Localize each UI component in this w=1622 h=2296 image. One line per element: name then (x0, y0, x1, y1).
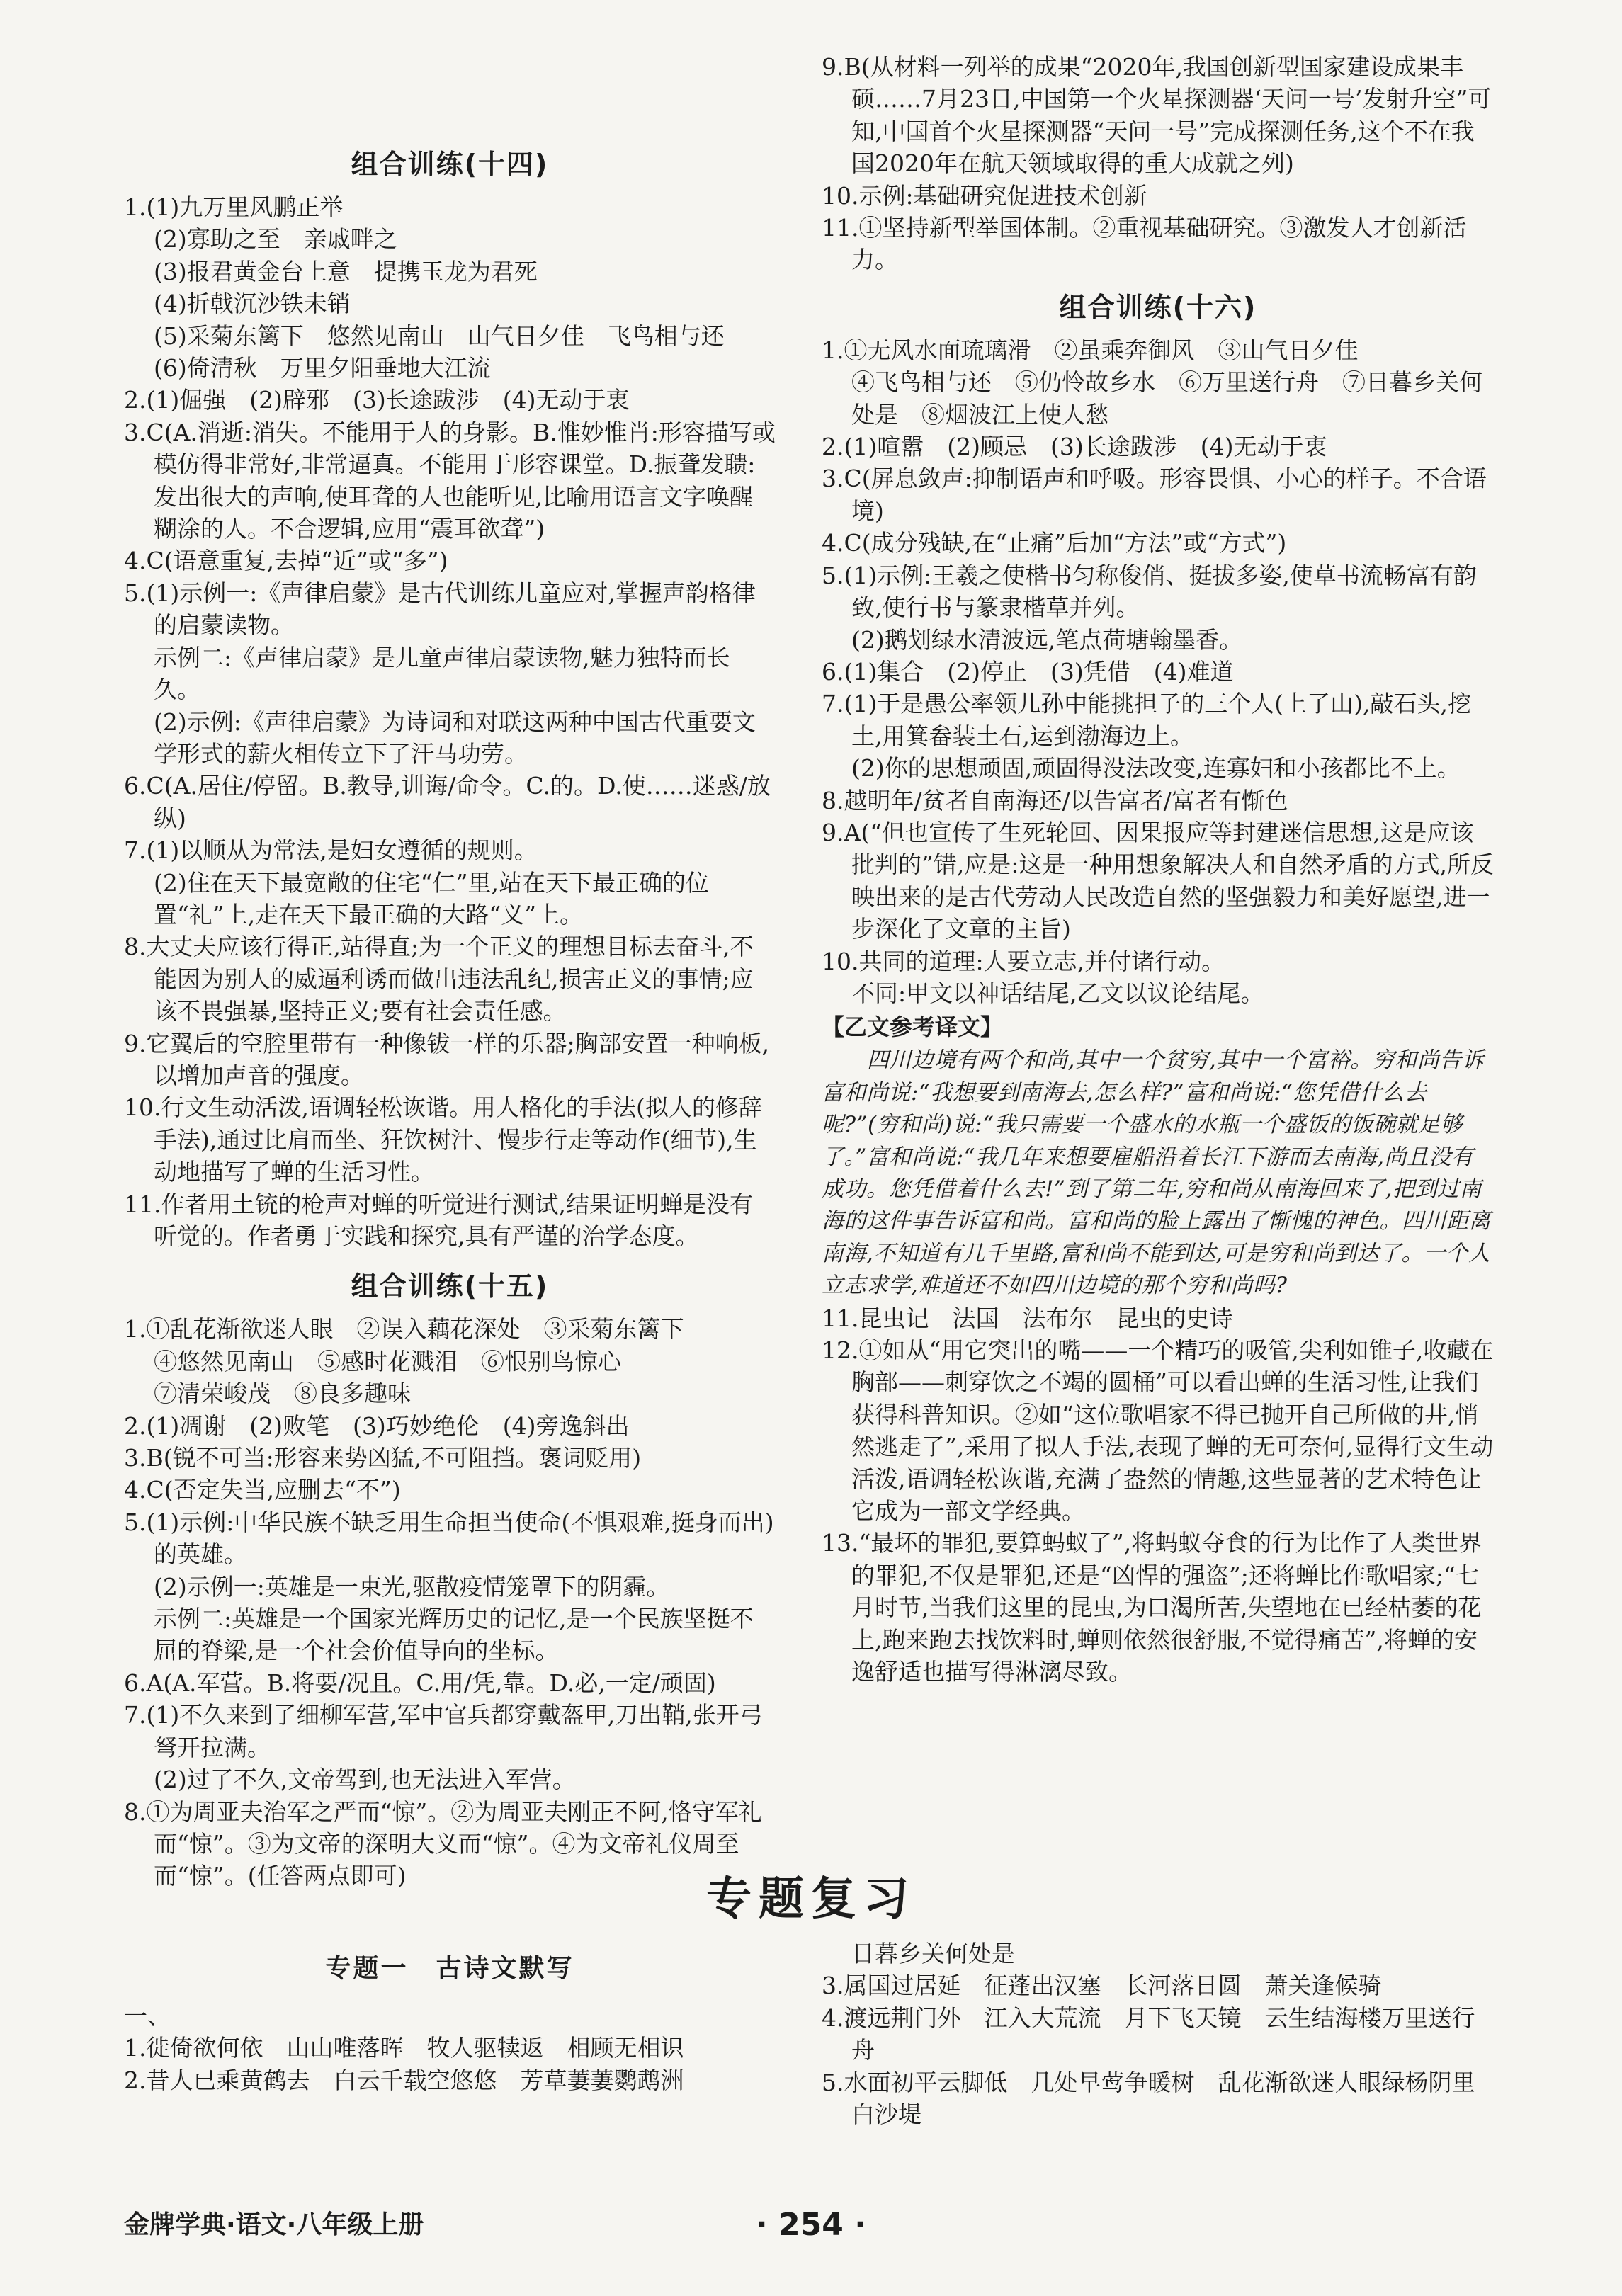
answer-item: 8.①为周亚夫治军之严而“惊”。②为周亚夫刚正不阿,恪守军礼而“惊”。③为文帝的深明大义而“惊”。④为文帝礼仪周至而“惊”。(任答两点即可) (124, 1797, 762, 1890)
page-number: · 254 · (756, 2207, 866, 2243)
answer-item: (2)鹅划绿水清波远,笔点荷塘翰墨香。 (851, 625, 1243, 654)
answer-item: 10.行文生动活泼,语调轻松诙谐。用人格化的手法(拟人的修辞手法),通过比肩而坐、狂饮树汁、慢步行走等动作(细节),生动地描写了蝉的生活习性。 (124, 1093, 762, 1186)
answer-item: (2)示例一:英雄是一束光,驱散疫情笼罩下的阴霾。 (154, 1572, 670, 1601)
answer-item: 日暮乡关何处是 (851, 1940, 1015, 1967)
answer-item: (6)倚清秋 万里夕阳垂地大江流 (154, 354, 491, 382)
translation-heading: 【乙文参考译文】 (822, 1013, 1004, 1041)
answer-item: (5)采菊东篱下 悠然见南山 山气日夕佳 飞鸟相与还 (154, 322, 725, 350)
answer-item: 1.(1)九万里风鹏正举 (124, 193, 344, 221)
answer-item: (4)折戟沉沙铁未销 (154, 290, 351, 318)
answer-item: 5.(1)示例一:《声律启蒙》是古代训练儿童应对,掌握声韵格律的启蒙读物。 (124, 579, 756, 640)
section-title-16: 组合训练(十六) (1059, 291, 1257, 323)
book-title: 金牌学典·语文·八年级上册 (124, 2210, 424, 2239)
answer-item: 1.徙倚欲何依 山山唯落晖 牧人驱犊返 相顾无相识 (124, 2034, 684, 2062)
translation-text: 四川边境有两个和尚,其中一个贫穷,其中一个富裕。穷和尚告诉富和尚说:“我想要到南海去,怎么样?”富和尚说:“您凭借什么去呢?”(穷和尚)说:“我只需要一个盛水的水瓶一个盛饭的饭碗就足够了。”富和尚说:“我几年来想要雇船沿着长江下游而去南海,尚且没有成功。您凭借着什么去!”到了第二年,穷和尚从南海回来了,把到过南海的这件事告诉富和尚。富和尚的脸上露出了惭愧的神色。四川距离南海,不知道有几千里路,富和尚不能到达,可是穷和尚到达了。一个人立志求学,难道还不如四川边境的那个穷和尚吗? (822, 1047, 1491, 1299)
answer-item: 示例二:英雄是一个国家光辉历史的记忆,是一个民族坚挺不屈的脊梁,是一个社会价值导向的坐标。 (154, 1605, 754, 1665)
answer-item: 6.A(A.军营。B.将要/况且。C.用/凭,靠。D.必,一定/顽固) (124, 1669, 716, 1697)
section-title-15: 组合训练(十五) (351, 1271, 549, 1302)
answer-item: 6.C(A.居住/停留。B.教导,训诲/命令。C.的。D.使……迷惑/放纵) (124, 772, 771, 832)
section-15-answers (124, 1313, 776, 1892)
answer-item: ⑦清荣峻茂 ⑧良多趣味 (154, 1380, 411, 1408)
answer-item: 9.它翼后的空腔里带有一种像钹一样的乐器;胸部安置一种响板,以增加声音的强度。 (124, 1029, 770, 1089)
left-column (124, 136, 776, 1892)
answer-item: (2)你的思想顽固,顽固得没法改变,连寡妇和小孩都比不上。 (851, 754, 1461, 783)
answer-item: 7.(1)以顺从为常法,是妇女遵循的规则。 (124, 836, 538, 865)
answer-item: 8.越明年/贫者自南海还/以告富者/富者有惭色 (822, 786, 1288, 814)
answer-item: 5.水面初平云脚低 几处早莺争暖树 乱花渐欲迷人眼绿杨阴里白沙堤 (822, 2068, 1475, 2129)
answer-item: 13.“最坏的罪犯,要算蚂蚁了”,将蚂蚁夺食的行为比作了人类世界的罪犯,不仅是罪犯,还是“凶悍的强盗”;还将蝉比作歌唱家;“七月时节,当我们这里的昆虫,为口渴所苦,失望地在已经枯萎的花上,跑来跑去找饮料时,蝉则依然很舒服,不觉得痛苦”,将蝉的安逸舒适也描写得淋漓尽致。 (822, 1529, 1482, 1686)
review-title: 专题复习 (706, 1873, 916, 1926)
answer-item: (2)过了不久,文帝驾到,也无法进入军营。 (154, 1766, 576, 1794)
answer-item: 11.昆虫记 法国 法布尔 昆虫的史诗 (822, 1304, 1233, 1332)
section-14-answers (124, 191, 776, 1252)
part-one-label: 一、 (124, 2002, 171, 2030)
answer-item: 10.共同的道理:人要立志,并付诸行动。 (822, 947, 1225, 975)
answer-item: 10.示例:基础研究促进技术创新 (822, 181, 1147, 210)
answer-item: 6.(1)集合 (2)停止 (3)凭借 (4)难道 (822, 657, 1234, 686)
answer-item: 2.(1)凋谢 (2)败笔 (3)巧妙绝伦 (4)旁逸斜出 (124, 1411, 630, 1440)
review-left-answers (124, 2032, 776, 2096)
answer-item: 12.①如从“用它突出的嘴——一个精巧的吸管,尖利如锥子,收藏在胸部——刺穿饮之不竭的圆桶”可以看出蝉的生活习性,让我们获得科普知识。②如“这位歌唱家不得已抛开自己所做的井,悄然逃走了”,采用了拟人手法,表现了蝉的无可奈何,显得行文生动活泼,语调轻松诙谐,充满了盎然的情趣,这些显著的艺术特色让它成为一部文学经典。 (822, 1336, 1494, 1525)
answer-item: 3.B(锐不可当:形容来势凶猛,不可阻挡。褒词贬用) (124, 1444, 642, 1472)
answer-item: 2.(1)倔强 (2)辟邪 (3)长途跋涉 (4)无动于衷 (124, 386, 630, 414)
review-right-answers (822, 1938, 1495, 2130)
answer-item: 2.昔人已乘黄鹤去 白云千载空悠悠 芳草萋萋鹦鹉洲 (124, 2066, 684, 2094)
answer-item: 4.C(否定失当,应删去“不”) (124, 1476, 401, 1504)
answer-item: 11.作者用土铳的枪声对蝉的听觉进行测试,结果证明蝉是没有听觉的。作者勇于实践和探究,具有严谨的治学态度。 (124, 1190, 753, 1250)
topic-one-title: 专题一 古诗文默写 (325, 1954, 574, 1983)
answer-item: 11.①坚持新型举国体制。②重视基础研究。③激发人才创新活力。 (822, 214, 1467, 274)
answer-item: 示例二:《声律启蒙》是儿童声律启蒙读物,魅力独特而长久。 (154, 643, 730, 704)
answer-item: 3.C(A.消逝:消失。不能用于人的身影。B.惟妙惟肖:形容描写或模仿得非常好,非常逼真。不能用于形容课堂。D.振聋发聩:发出很大的声响,使耳聋的人也能听见,比喻用语言文字唤醒糊涂的人。不合逻辑,应用“震耳欲聋”) (124, 418, 776, 543)
answer-item: 2.(1)喧嚣 (2)顾忌 (3)长途跋涉 (4)无动于衷 (822, 433, 1327, 461)
page-footer (0, 2204, 1622, 2246)
answer-item: 5.(1)示例:王羲之使楷书匀称俊俏、挺拔多姿,使草书流畅富有韵致,使行书与篆隶楷草并列。 (822, 561, 1477, 622)
section-title-14: 组合训练(十四) (351, 149, 549, 180)
answer-item: ④飞鸟相与还 ⑤仍怜故乡水 ⑥万里送行舟 ⑦日暮乡关何处是 ⑧烟波江上使人愁 (851, 368, 1482, 428)
answer-item: 3.C(屏息敛声:抑制语声和呼吸。形容畏惧、小心的样子。不合语境) (822, 465, 1487, 525)
answer-item: 4.C(成分残缺,在“止痛”后加“方法”或“方式”) (822, 529, 1287, 557)
answer-item: 7.(1)于是愚公率领儿孙中能挑担子的三个人(上了山),敲石头,挖土,用箕畚装土石,运到渤海边上。 (822, 690, 1471, 750)
answer-item: ④悠然见南山 ⑤感时花溅泪 ⑥恨别鸟惊心 (154, 1347, 621, 1375)
answer-item: 9.B(从材料一列举的成果“2020年,我国创新型国家建设成果丰硕……7月23日,中国第一个火星探测器‘天问一号’发射升空”可知,中国首个火星探测器“天问一号”完成探测任务,这个不在我国2020年在航天领域取得的重大成就之列) (822, 53, 1492, 178)
right-column (822, 51, 1495, 1688)
answer-item: 8.大丈夫应该行得正,站得直;为一个正义的理想目标去奋斗,不能因为别人的威逼利诱而做出违法乱纪,损害正义的事情;应该不畏强暴,坚持正义;要有社会责任感。 (124, 933, 754, 1025)
answer-item: 1.①无风水面琉璃滑 ②虽乘奔御风 ③山气日夕佳 (822, 336, 1359, 364)
answer-item: (2)住在天下最宽敞的住宅“仁”里,站在天下最正确的位置“礼”上,走在天下最正确的大路“义”上。 (154, 868, 709, 928)
section-16-answers (822, 334, 1495, 1010)
section-15-answers-continued (822, 51, 1495, 276)
section-16-answers-more (822, 1302, 1495, 1688)
answer-item: 4.渡远荆门外 江入大荒流 月下飞天镜 云生结海楼万里送行舟 (822, 2004, 1475, 2064)
answer-item: (2)示例:《声律启蒙》为诗词和对联这两种中国古代重要文学形式的薪火相传立下了汗马功劳。 (154, 707, 756, 768)
answer-item: 不同:甲文以神话结尾,乙文以议论结尾。 (851, 979, 1264, 1007)
answer-item: (3)报君黄金台上意 提携玉龙为君死 (154, 257, 538, 285)
answer-item: 1.①乱花渐欲迷人眼 ②误入藕花深处 ③采菊东篱下 (124, 1315, 684, 1343)
answer-item: 4.C(语意重复,去掉“近”或“多”) (124, 547, 448, 575)
review-left-column (124, 1949, 776, 2096)
answer-item: 5.(1)示例:中华民族不缺乏用生命担当使命(不惧艰难,挺身而出)的英雄。 (124, 1508, 774, 1569)
answer-item: (2)寡助之至 亲戚畔之 (154, 225, 397, 254)
answer-item: 9.A(“但也宣传了生死轮回、因果报应等封建迷信思想,这是应该批判的”错,应是:这是一种用想象解决人和自然矛盾的方式,所反映出来的是古代劳动人民改造自然的坚强毅力和美好愿望,进一步深化了文章的主旨) (822, 818, 1494, 943)
answer-item: 3.属国过居延 征蓬出汉塞 长河落日圆 萧关逢候骑 (822, 1972, 1382, 2000)
answer-item: 7.(1)不久来到了细柳军营,军中官兵都穿戴盔甲,刀出鞘,张开弓弩开拉满。 (124, 1701, 763, 1761)
review-right-column (822, 1938, 1495, 2130)
